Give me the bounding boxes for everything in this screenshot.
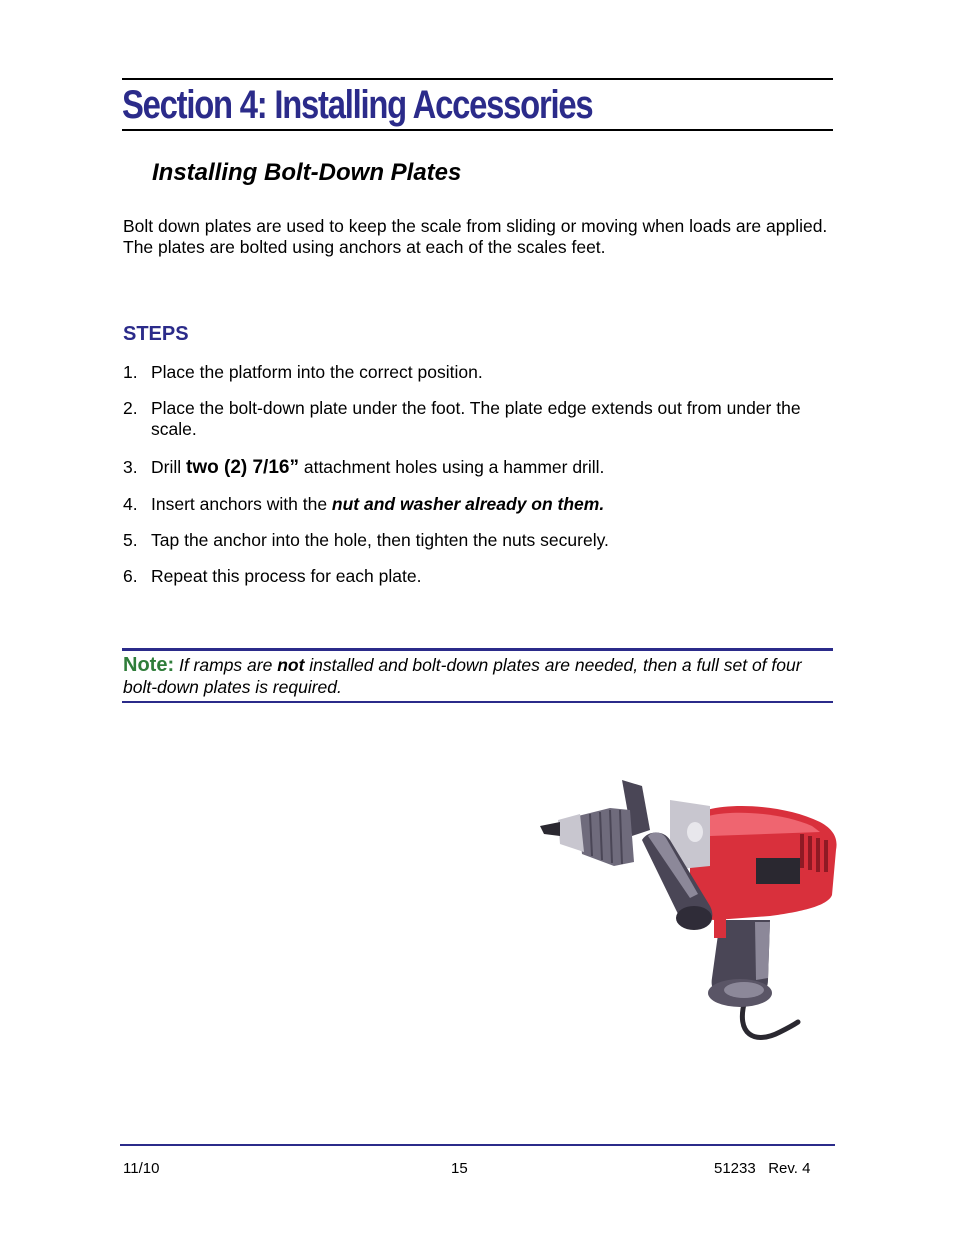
- step-item: [123, 362, 833, 383]
- step-text-post: attachment holes using a hammer drill.: [298, 457, 605, 477]
- drill-size-emphasis: two (2) 7/16”: [186, 457, 299, 478]
- steps-heading: STEPS: [123, 323, 189, 345]
- step-text-pre: Insert anchors with the: [151, 494, 332, 514]
- step-number: 5.: [123, 530, 138, 550]
- note-emphasis: not: [277, 655, 305, 675]
- note-top-rule: [122, 648, 833, 651]
- intro-paragraph: Bolt down plates are used to keep the scale from sliding or moving when loads are applied. The plates are bolted using anchors at each of the scales feet.: [123, 216, 828, 257]
- step-number: 2.: [123, 398, 138, 418]
- header-top-rule: [122, 78, 833, 80]
- step-number: 4.: [123, 494, 138, 514]
- note-text-post: installed and bolt-down plates are needed, then a full set of four bolt-down plates is required.: [123, 655, 802, 697]
- footer-page-number: 15: [451, 1160, 468, 1177]
- step-item: [123, 398, 833, 440]
- section-title: Section 4: Installing Accessories: [122, 83, 593, 127]
- step-number: 3.: [123, 457, 138, 477]
- step-text-pre: Drill: [151, 457, 186, 477]
- step-text: Repeat this process for each plate.: [151, 566, 422, 586]
- nut-washer-emphasis: nut and washer already on them.: [331, 494, 605, 514]
- step-text: [151, 494, 833, 515]
- footer-rule: [120, 1144, 835, 1146]
- subsection-title: Installing Bolt-Down Plates: [152, 159, 462, 186]
- hammer-drill-icon: [530, 770, 850, 1060]
- step-number: 6.: [123, 566, 138, 586]
- step-text: [151, 457, 833, 478]
- footer-date: 11/10: [123, 1160, 160, 1177]
- note-box: [123, 654, 828, 698]
- step-item: [123, 530, 833, 551]
- step-number: 1.: [123, 362, 138, 382]
- step-text: Place the bolt-down plate under the foot. The plate edge extends out from under the scale.: [151, 398, 801, 439]
- step-text: Place the platform into the correct position.: [151, 362, 483, 382]
- footer-doc-revision: 51233 Rev. 4: [714, 1160, 811, 1177]
- step-item: [123, 566, 833, 587]
- step-text: Tap the anchor into the hole, then tighten the nuts securely.: [151, 530, 609, 550]
- note-label: Note:: [123, 654, 175, 676]
- step-item: [123, 494, 833, 515]
- note-text-pre: If ramps are: [174, 655, 278, 675]
- note-bottom-rule: [122, 701, 833, 703]
- step-item: [123, 457, 833, 478]
- header-bottom-rule: [122, 129, 833, 131]
